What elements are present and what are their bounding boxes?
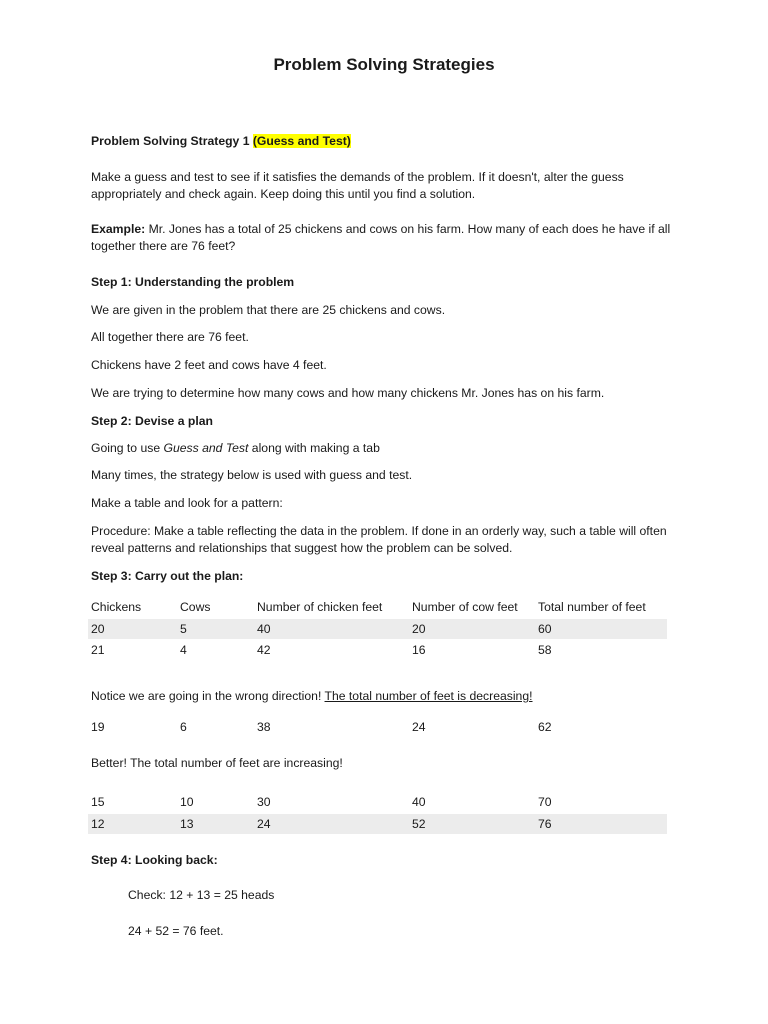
- table-cell: 24: [257, 817, 271, 831]
- table-cell: 40: [412, 795, 426, 809]
- table-cell: 40: [257, 622, 271, 636]
- table-cell: 30: [257, 795, 271, 809]
- table-cell: 12: [91, 817, 105, 831]
- step2-line: Make a table and look for a pattern:: [91, 496, 283, 510]
- table-header-row: [88, 597, 667, 617]
- example-label: Example:: [91, 222, 146, 236]
- step2-line1-suffix: along with making a tab: [248, 441, 380, 455]
- step1-line: All together there are 76 feet.: [91, 330, 249, 344]
- example-paragraph: [91, 221, 671, 255]
- step2-heading: Step 2: Devise a plan: [91, 414, 213, 428]
- step2-line: [91, 440, 380, 457]
- step2-line: Many times, the strategy below is used with guess and test.: [91, 468, 413, 482]
- table-cell: 16: [412, 643, 426, 657]
- table-cell: 60: [538, 622, 552, 636]
- table-cell: 15: [91, 795, 105, 809]
- step1-line: We are given in the problem that there are 25 chickens and cows.: [91, 303, 446, 317]
- table-cell: 24: [412, 720, 426, 734]
- table-header-cell: Chickens: [91, 600, 142, 614]
- intro-paragraph: Make a guess and test to see if it satisfies the demands of the problem. If it doesn't, alter the guess appropriately and check again. Keep doing this until you find a solution.: [91, 170, 624, 201]
- step2-line1-italic: Guess and Test: [163, 441, 249, 455]
- table-row: [88, 640, 667, 660]
- table-cell: 20: [91, 622, 105, 636]
- table-cell: 4: [180, 643, 187, 657]
- step1-heading: Step 1: Understanding the problem: [91, 275, 295, 289]
- strategy-heading: [91, 133, 351, 150]
- page-title: Problem Solving Strategies: [273, 55, 495, 74]
- notice-prefix: Notice we are going in the wrong direction!: [91, 689, 325, 703]
- table-cell: 20: [412, 622, 426, 636]
- example-text: Mr. Jones has a total of 25 chickens and cows on his farm. How many of each does he have if all together there are 76 feet?: [91, 222, 671, 253]
- table-row: [88, 792, 667, 812]
- table-cell: 21: [91, 643, 105, 657]
- table-cell: 42: [257, 643, 271, 657]
- table-row: [88, 619, 667, 639]
- table-header-cell: Number of cow feet: [412, 600, 518, 614]
- step3-heading: Step 3: Carry out the plan:: [91, 569, 244, 583]
- notice-line: [91, 688, 533, 705]
- table-cell: 70: [538, 795, 552, 809]
- step2-line1-prefix: Going to use: [91, 441, 164, 455]
- table-cell: 13: [180, 817, 194, 831]
- table-row: [88, 717, 667, 737]
- table-cell: 58: [538, 643, 552, 657]
- table-row: [88, 814, 667, 834]
- step4-heading: Step 4: Looking back:: [91, 853, 218, 867]
- step1-line: We are trying to determine how many cows and how many chickens Mr. Jones has on his farm.: [91, 386, 605, 400]
- table-cell: 38: [257, 720, 271, 734]
- table-header-cell: Total number of feet: [538, 600, 646, 614]
- strategy-heading-prefix: Problem Solving Strategy 1: [91, 134, 253, 148]
- table-cell: 19: [91, 720, 105, 734]
- table-cell: 76: [538, 817, 552, 831]
- strategy-heading-highlight: (Guess and Test): [252, 134, 351, 148]
- table-cell: 52: [412, 817, 426, 831]
- table-cell: 10: [180, 795, 194, 809]
- table-cell: 5: [180, 622, 187, 636]
- better-line: Better! The total number of feet are increasing!: [91, 756, 343, 770]
- step1-line: Chickens have 2 feet and cows have 4 feet.: [91, 358, 327, 372]
- table-header-cell: Cows: [180, 600, 211, 614]
- feet-line: 24 + 52 = 76 feet.: [128, 924, 224, 938]
- notice-underlined: The total number of feet is decreasing!: [324, 689, 533, 703]
- table-cell: 6: [180, 720, 187, 734]
- check-line: Check: 12 + 13 = 25 heads: [128, 888, 275, 902]
- table-header-cell: Number of chicken feet: [257, 600, 383, 614]
- procedure-paragraph: Procedure: Make a table reflecting the data in the problem. If done in an orderly way, such a table will often reveal patterns and relationships that suggest how the problem can be solved.: [91, 524, 667, 555]
- table-cell: 62: [538, 720, 552, 734]
